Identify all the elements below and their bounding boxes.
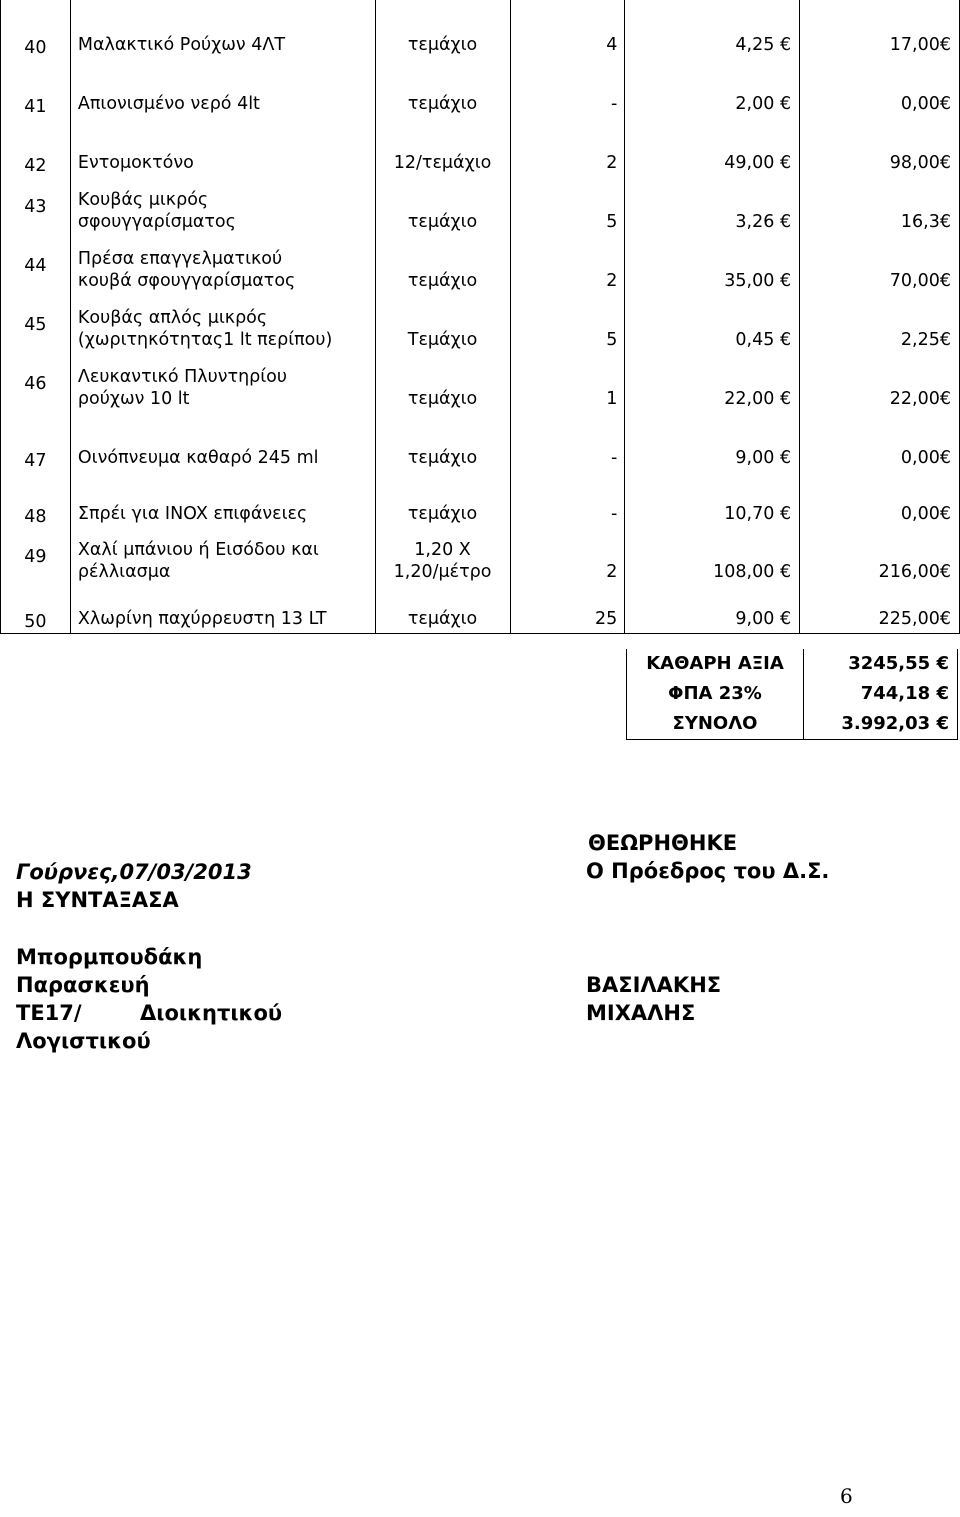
item-description	[70, 586, 375, 633]
table-row	[1, 295, 960, 354]
item-unit-price	[625, 354, 800, 413]
compiler-signature-block	[16, 858, 282, 1055]
compiler-role: Η ΣΥΝΤΑΞΑΣΑ	[16, 888, 179, 912]
item-unit	[375, 472, 510, 528]
currency-symbol: €	[779, 94, 792, 114]
item-unit-line: τεμάχιο	[407, 271, 478, 291]
item-unit-line: τεμάχιο	[407, 448, 478, 468]
unit-price-value: 22,00	[724, 389, 775, 409]
currency-symbol: €	[779, 389, 792, 409]
item-total	[800, 59, 960, 118]
currency-symbol: €	[939, 608, 951, 629]
item-description-line: Κουβάς μικρός	[77, 190, 209, 210]
unit-price-value: 49,00	[724, 153, 775, 173]
item-total	[800, 118, 960, 177]
item-description-line: σφουγγαρίσματος	[77, 212, 236, 232]
currency-symbol: €	[939, 94, 951, 114]
net-value-label: ΚΑΘΑΡΗ ΑΞΙΑ	[627, 649, 804, 679]
compiler-title-line: ΤΕ17/ Διοικητικού	[16, 1001, 283, 1025]
item-unit-line: 1,20/μέτρο	[393, 562, 492, 582]
item-quantity: 25	[510, 586, 625, 633]
table-row	[1, 118, 960, 177]
item-unit-price	[625, 118, 800, 177]
table-row	[1, 59, 960, 118]
president-signature-block	[586, 829, 829, 1027]
item-number: 41	[1, 59, 71, 118]
item-total-value: 17,00	[889, 35, 940, 55]
item-quantity: 2	[510, 236, 625, 295]
item-description-line: Πρέσα επαγγελματικού	[77, 249, 283, 269]
item-description	[70, 59, 375, 118]
item-quantity: 4	[510, 0, 625, 59]
item-quantity: 2	[510, 118, 625, 177]
unit-price-value: 4,25	[735, 35, 775, 55]
item-number: 45	[1, 295, 71, 354]
unit-price-value: 35,00	[724, 271, 775, 291]
item-unit-line: 1,20 Χ	[414, 540, 471, 560]
currency-symbol: €	[779, 330, 792, 350]
currency-symbol: €	[779, 448, 792, 468]
currency-symbol: €	[779, 562, 792, 582]
item-quantity: 5	[510, 177, 625, 236]
item-description-line: Χλωρίνη παχύρρευστη 13 LT	[77, 608, 327, 629]
page-number: 6	[840, 1484, 853, 1508]
item-total-value: 0,00	[900, 504, 940, 524]
item-description	[70, 528, 375, 586]
item-description-line: κουβά σφουγγαρίσματος	[77, 271, 296, 291]
currency-symbol: €	[779, 153, 792, 173]
item-unit-price	[625, 295, 800, 354]
item-number: 40	[1, 0, 71, 59]
item-unit	[375, 0, 510, 59]
item-total-value: 22,00	[889, 389, 940, 409]
place-date: Γούρνες,07/03/2013	[16, 860, 252, 884]
item-quantity: 1	[510, 354, 625, 413]
compiler-name-line: Μπορμπουδάκη	[16, 945, 203, 969]
item-description	[70, 413, 375, 472]
item-unit	[375, 59, 510, 118]
item-unit	[375, 295, 510, 354]
currency-symbol: €	[779, 212, 792, 232]
item-total-value: 16,3	[900, 212, 940, 232]
currency-symbol: €	[939, 153, 951, 173]
unit-price-value: 108,00	[713, 562, 775, 582]
compiler-title-line: Λογιστικού	[16, 1029, 151, 1053]
vat-label: ΦΠΑ 23%	[627, 679, 804, 709]
item-total	[800, 236, 960, 295]
item-description-line: Κουβάς απλός μικρός	[77, 308, 268, 328]
table-row	[1, 413, 960, 472]
item-description-line: (χωριτηκότητας1 lt περίπου)	[77, 330, 333, 350]
currency-symbol: €	[779, 608, 792, 629]
president-title: Ο Πρόεδρος του Δ.Σ.	[586, 859, 830, 883]
item-total	[800, 0, 960, 59]
summary-row-net	[627, 649, 958, 679]
table-row	[1, 472, 960, 528]
item-total	[800, 354, 960, 413]
item-unit-price	[625, 0, 800, 59]
item-quantity: 5	[510, 295, 625, 354]
item-unit	[375, 236, 510, 295]
item-description-line: Σπρέι για INOX επιφάνειες	[77, 504, 308, 524]
net-value-amount: 3245,55 €	[804, 649, 958, 679]
item-quantity: -	[510, 59, 625, 118]
approved-label: ΘΕΩΡΗΘΗΚΕ	[588, 831, 738, 855]
currency-symbol: €	[939, 212, 951, 232]
item-total-value: 216,00	[878, 562, 940, 582]
item-total-value: 70,00	[889, 271, 940, 291]
item-description-line: Λευκαντικό Πλυντηρίου	[77, 367, 288, 387]
currency-symbol: €	[939, 448, 951, 468]
currency-symbol: €	[779, 271, 792, 291]
currency-symbol: €	[939, 271, 951, 291]
item-unit-line: τεμάχιο	[407, 389, 478, 409]
item-number: 48	[1, 472, 71, 528]
item-quantity: -	[510, 413, 625, 472]
compiler-name-line: Παρασκευή	[16, 973, 150, 997]
currency-symbol: €	[939, 389, 951, 409]
unit-price-value: 0,45	[735, 330, 775, 350]
item-total-value: 98,00	[889, 153, 940, 173]
unit-price-value: 3,26	[735, 212, 775, 232]
item-number: 46	[1, 354, 71, 413]
item-description-line: ρούχων 10 lt	[77, 389, 190, 409]
item-total-value: 0,00	[900, 94, 940, 114]
item-number: 47	[1, 413, 71, 472]
item-unit-line: τεμάχιο	[407, 504, 478, 524]
president-name-line: ΜΙΧΑΛΗΣ	[586, 1001, 696, 1025]
item-quantity: -	[510, 472, 625, 528]
item-unit-price	[625, 472, 800, 528]
item-unit-line: τεμάχιο	[407, 35, 478, 55]
item-unit-price	[625, 177, 800, 236]
item-number: 49	[1, 528, 71, 586]
item-description	[70, 0, 375, 59]
currency-symbol: €	[939, 562, 951, 582]
item-unit-price	[625, 236, 800, 295]
item-description	[70, 236, 375, 295]
item-unit-line: τεμάχιο	[407, 212, 478, 232]
item-description	[70, 472, 375, 528]
grand-total-amount: 3.992,03 €	[804, 709, 958, 740]
item-description-line: ρέλλιασμα	[77, 562, 171, 582]
item-total-value: 0,00	[900, 448, 940, 468]
item-unit-price	[625, 528, 800, 586]
item-unit-line: 12/τεμάχιο	[393, 153, 492, 173]
table-row	[1, 236, 960, 295]
currency-symbol: €	[939, 35, 951, 55]
item-unit-price	[625, 413, 800, 472]
item-description-line: Χαλί μπάνιου ή Εισόδου και	[77, 540, 319, 560]
currency-symbol: €	[779, 35, 792, 55]
unit-price-value: 9,00	[735, 608, 775, 629]
table-row	[1, 0, 960, 59]
summary-row-vat	[627, 679, 958, 709]
item-description	[70, 295, 375, 354]
item-unit-price	[625, 59, 800, 118]
item-description-line: Εντομοκτόνο	[77, 153, 194, 173]
currency-symbol: €	[779, 504, 792, 524]
currency-symbol: €	[939, 504, 951, 524]
items-table-body	[1, 0, 960, 633]
item-total	[800, 413, 960, 472]
item-number: 50	[1, 586, 71, 633]
item-number: 44	[1, 236, 71, 295]
item-number: 42	[1, 118, 71, 177]
item-unit	[375, 413, 510, 472]
table-row	[1, 177, 960, 236]
summary-table	[626, 649, 958, 740]
unit-price-value: 10,70	[724, 504, 775, 524]
item-total	[800, 295, 960, 354]
item-description-line: Οινόπνευμα καθαρό 245 ml	[77, 448, 319, 468]
item-unit-line: Τεμάχιο	[407, 330, 478, 350]
item-total	[800, 586, 960, 633]
table-row	[1, 354, 960, 413]
item-unit-line: τεμάχιο	[407, 94, 478, 114]
item-total-value: 225,00	[878, 608, 940, 629]
item-total	[800, 528, 960, 586]
grand-total-label: ΣΥΝΟΛΟ	[627, 709, 804, 740]
vat-amount: 744,18 €	[804, 679, 958, 709]
currency-symbol: €	[939, 330, 951, 350]
item-unit	[375, 586, 510, 633]
item-description	[70, 177, 375, 236]
summary-row-total	[627, 709, 958, 740]
unit-price-value: 2,00	[735, 94, 775, 114]
item-unit	[375, 118, 510, 177]
item-unit-price	[625, 586, 800, 633]
item-total	[800, 177, 960, 236]
table-row	[1, 528, 960, 586]
item-number: 43	[1, 177, 71, 236]
table-row	[1, 586, 960, 633]
item-total	[800, 472, 960, 528]
item-description-line: Μαλακτικό Ρούχων 4ΛΤ	[77, 35, 286, 55]
items-table	[0, 0, 960, 634]
item-unit	[375, 177, 510, 236]
item-unit	[375, 528, 510, 586]
item-total-value: 2,25	[900, 330, 940, 350]
unit-price-value: 9,00	[735, 448, 775, 468]
president-name-line: ΒΑΣΙΛΑΚΗΣ	[586, 973, 722, 997]
item-quantity: 2	[510, 528, 625, 586]
item-description	[70, 354, 375, 413]
item-description	[70, 118, 375, 177]
item-unit-line: τεμάχιο	[407, 608, 478, 629]
item-description-line: Απιονισμένο νερό 4lt	[77, 94, 260, 114]
item-unit	[375, 354, 510, 413]
